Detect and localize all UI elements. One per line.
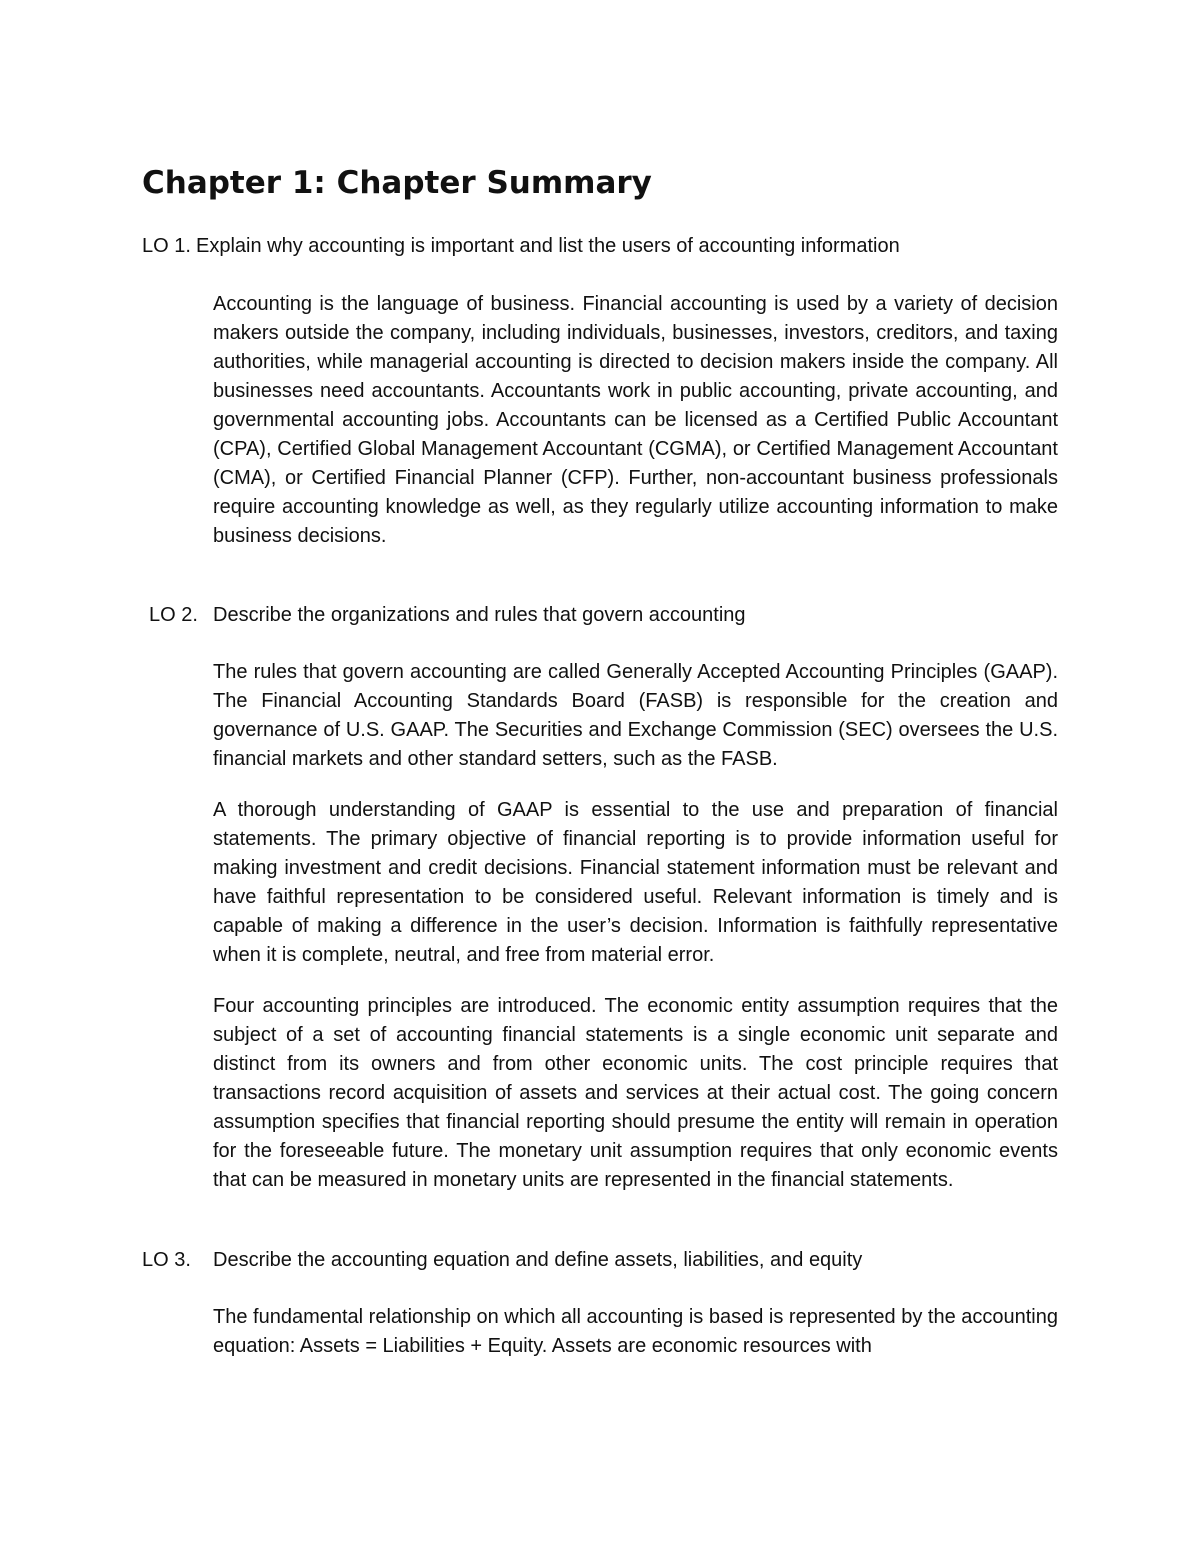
paragraph-lo3-1: The fundamental relationship on which all accounting is based is represented by the accounting equation: Assets = Liabilities + Equity. Assets are economic resources with: [213, 1306, 1058, 1357]
section-label: LO 1.: [142, 235, 191, 257]
section-heading-lo2: [149, 601, 746, 630]
section-label: LO 2.: [149, 604, 198, 626]
section-heading-text: Describe the organizations and rules that govern accounting: [213, 604, 746, 626]
section-heading-text: Describe the accounting equation and define assets, liabilities, and equity: [213, 1249, 863, 1271]
section-label: LO 3.: [142, 1249, 191, 1271]
section-heading-text: Explain why accounting is important and list the users of accounting information: [196, 235, 900, 257]
page-title: Chapter 1: Chapter Summary: [142, 165, 652, 201]
paragraph-lo2-1: The rules that govern accounting are called Generally Accepted Accounting Principles (GAAP). The Financial Accounting Standards Board (FASB) is responsible for the creation and governance of U.S. GAAP. The Securities and Exchange Commission (SEC) oversees the U.S. financial markets and other standard setters, such as the FASB.: [213, 661, 1058, 770]
paragraph-lo2-2: A thorough understanding of GAAP is essential to the use and preparation of financial statements. The primary objective of financial reporting is to provide information useful for making investment and credit decisions. Financial statement information must be relevant and have faithful representation to be considered useful. Relevant information is timely and is capable of making a difference in the user’s decision. Information is faithfully representative when it is complete, neutral, and free from material error.: [213, 799, 1058, 966]
paragraph-lo2-3: Four accounting principles are introduced. The economic entity assumption requires that the subject of a set of accounting financial statements is a single economic unit separate and distinct from its owners and from other economic units. The cost principle requires that transactions record acquisition of assets and services at their actual cost. The going concern assumption specifies that financial reporting should presume the entity will remain in operation for the foreseeable future. The monetary unit assumption requires that only economic events that can be measured in monetary units are represented in the financial statements.: [213, 995, 1058, 1191]
section-heading-lo1: [142, 232, 900, 261]
section-heading-lo3: [142, 1246, 862, 1275]
paragraph-lo1-1: Accounting is the language of business. Financial accounting is used by a variety of decision makers outside the company, including individuals, businesses, investors, creditors, and taxing authorities, while managerial accounting is directed to decision makers inside the company. All businesses need accountants. Accountants work in public accounting, private accounting, and governmental accounting jobs. Accountants can be licensed as a Certified Public Accountant (CPA), Certified Global Management Accountant (CGMA), or Certified Management Accountant (CMA), or Certified Financial Planner (CFP). Further, non-accountant business professionals require accounting knowledge as well, as they regularly utilize accounting information to make business decisions.: [213, 293, 1058, 547]
